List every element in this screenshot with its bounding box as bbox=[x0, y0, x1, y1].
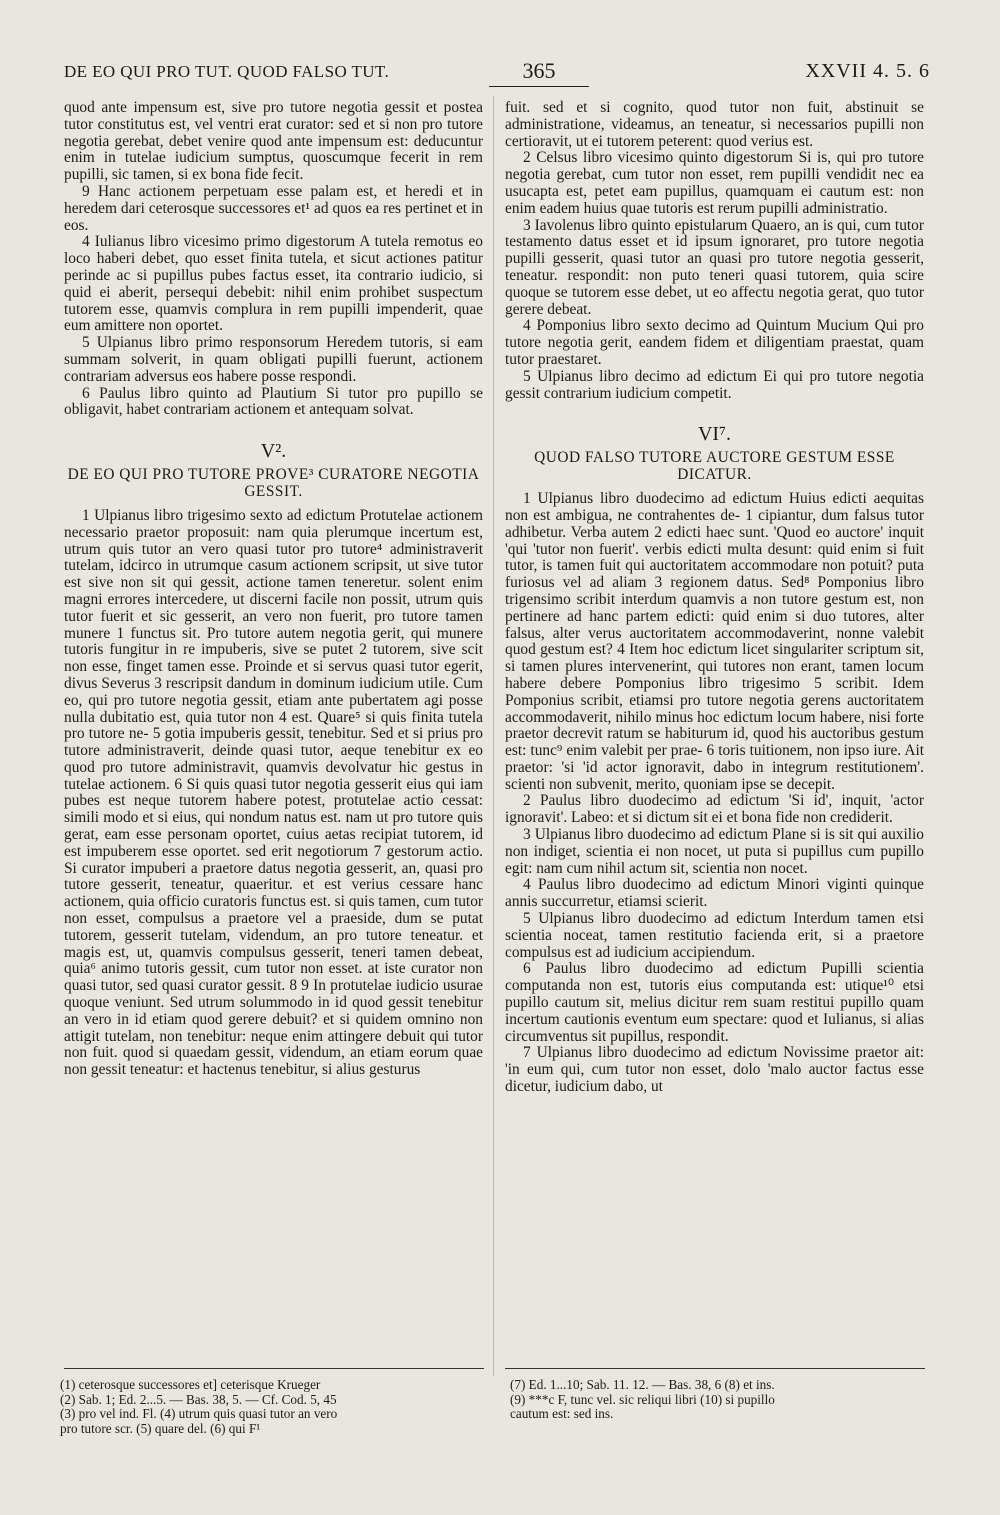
footnote: (9) ***c F, tunc vel. sic reliqui libri (10) si pupillo bbox=[510, 1391, 775, 1407]
right-paragraph: 5 Ulpianus libro duodecimo ad edictum Interdum tamen etsi scientia noceat, tamen restitutio facienda erit, si a praetore compulsus est ad iudicium accipiendum. bbox=[505, 910, 924, 961]
right-column bbox=[505, 100, 924, 1362]
left-paragraph: 1 Ulpianus libro trigesimo sexto ad edictum Protutelae actionem necessario praetor proposuit: nam quia plerumque incertum est, utrum quis tutor an vero quasi tutor pro tutore⁴ administraverit tutelam, idcirco in utrumque casum actionem scripsit, ut sive tutor est sive non sit qui gessit, actione tamen teneretur. solent enim magni errores intercedere, ut discerni facile non possit, utrum quis tutor fuerit et sic gesserit, an vero non fuerit, pro tutore tamen munere 1 functus sit. Pro tutore autem negotia gerit, qui munere tutoris fungitur in re impuberis, sive se putet 2 tutorem, sive scit non esse, finget tamen esse. Proinde et si servus quasi tutor egerit, divus Severus 3 rescripsit dandum in dominum iudicium utile. Cum eo, qui pro tutore negotia gessit, etiam ante pubertatem agi posse nulla dubitatio est, quia tutor non 4 est. Quare⁵ si quis finita tutela pro tutore ne- 5 gotia impuberis gessit, tenebitur. Sed et si prius pro tutore administraverit, deinde quasi tutor, aeque tenebitur ex eo quod pro tutore administravit, quamvis devolvatur hic gestus in tutelae actionem. 6 Si quis quasi tutor negotia gesserit eius qui iam pubes est neque tutorem habere potest, protutelae actio cessat: simili modo et si eius, qui nondum natus est. nam ut pro tutore quis gerat, eam esse personam oportet, cuius aetas recipiat tutorem, id est impuberem esse oportet. sed erit negotiorum 7 gestorum actio. Si curator impuberi a praetore datus negotia gesserit, an, quasi pro tutore gesserit, teneatur, quaeritur. et est verius cessare hanc actionem, quia officio curatoris functus est. si quis tamen, cum tutor non esset, compulsus a praetore vel a praeside, dum se putat tutorem, gesserit tutelam, videndum, an pro tutore teneatur. et magis est, ut, quamvis compulsus gesserit, teneri tamen debeat, quia⁶ animo tutoris gessit, cum tutor non esset. at iste curator non quasi tutor, sed quasi curator gessit. 8 9 In protutelae iudicio usurae quoque veniunt. Sed utrum solummodo in id quod gessit tenebitur an vero in id etiam quod gerere debuit? et si quidem omnino non attigit tutelam, non tenebitur: neque enim attingere debuit qui tutor non fuit. quod si quaedam gessit, videndum, an etiam eorum quae non gessit teneatur: et hactenus tenebitur, si alius gesturus bbox=[64, 506, 483, 1079]
footnote: (7) Ed. 1...10; Sab. 11. 12. — Bas. 38, 6 (8) et ins. bbox=[510, 1377, 775, 1392]
right-paragraph: 4 Paulus libro duodecimo ad edictum Minori viginti quinque annis succurretur, etiamsi scierit. bbox=[505, 876, 924, 911]
right-paragraph: 6 Paulus libro duodecimo ad edictum Pupilli scientia computanda non est, tutoris eius computanda est: utique¹⁰ etsi pupillo cautum sit, melius dicitur rem suam restitui pupillo quam incertum cautionis eventum eum spectare: quod et Iulianus, si alias circumventus sit pupillus, respondit. bbox=[505, 960, 924, 1045]
section-title: DE EO QUI PRO TUTORE PROVE³ CURATORE NEGOTIA GESSIT. bbox=[67, 465, 480, 500]
right-paragraph: fuit. sed et si cognito, quod tutor non fuit, abstinuit se administratione, videamus, an teneatur, si necessarios pupilli non certioravit, ut ei tutorem peterent: quod verius est. bbox=[505, 100, 924, 150]
right-paragraph: 3 Iavolenus libro quinto epistularum Quaero, an is qui, cum tutor testamento datus esset et id ipsum ignoraret, pro tutore negotia pupilli gesserit, quasi tutor an quasi pro tutore negotia gesserit, teneatur. respondit: non puto teneri quasi tutorem, quia scire quoque se tutorem esse debet, ut eo affectu negotia gerat, quo tutor gerere debeat. bbox=[505, 216, 924, 318]
right-paragraph: 2 Celsus libro vicesimo quinto digestorum Si is, qui pro tutore negotia gerebat, cum tutor non esset, rem pupilli vendidit nec ea usucapta est, petet eam pupillus, quamquam ei cautum est: non enim eadem huius quae tutoris est rerum pupilli administratio. bbox=[505, 149, 924, 217]
footnote: pro tutore scr. (5) quare del. (6) qui F¹ bbox=[60, 1420, 261, 1436]
left-paragraph: 5 Ulpianus libro primo responsorum Heredem tutoris, si eam summam solverit, in quam obligati pupilli fuerunt, actionem contrariam adversus eos habere posse respondi. bbox=[64, 334, 483, 385]
left-column bbox=[64, 100, 483, 1362]
footnote-rule-right bbox=[505, 1368, 925, 1369]
right-paragraph: 3 Ulpianus libro duodecimo ad edictum Plane si is sit qui auxilio non indiget, scientia ei non nocet, ut puta si pupillus cum pupillo egit: nam cum nihil actum sit, scientia non nocet. bbox=[505, 826, 924, 877]
footnote: (1) ceterosque successores et] ceterisque Krueger bbox=[60, 1377, 321, 1392]
running-header bbox=[64, 58, 930, 98]
section-title: QUOD FALSO TUTORE AUCTORE GESTUM ESSE DICATUR. bbox=[534, 449, 895, 484]
page-number: 365 bbox=[489, 58, 589, 87]
left-paragraph: quod ante impensum est, sive pro tutore negotia gessit et postea tutor constitutus est, vel ventri erat curator: sed et si non pro tutore negotia gerebat, debet venire quod ante impensum est: deducuntur enim in tutelae iudicium sumptus, quoscumque fecerit in rem pupilli, sic tamen, si ex bona fide fecit. bbox=[64, 100, 483, 184]
section-number: VI⁷. bbox=[697, 423, 732, 446]
left-paragraph: 6 Paulus libro quinto ad Plautium Si tutor pro pupillo se obligavit, habet contrariam actionem et antequam solvat. bbox=[64, 384, 483, 419]
footnotes-left bbox=[60, 1378, 480, 1436]
right-paragraph: 1 Ulpianus libro duodecimo ad edictum Huius edicti aequitas non est ambigua, ne contrahentes de- 1 cipiantur, dum falsus tutor adhibetur. Verba autem 2 edicti haec sunt. 'Quod eo auctore' inquit 'qui 'tutor non fuerit'. verbis edicti multa desunt: quid enim si fuit tutor, is tamen fuit qui auctoritatem accommodare non potuit? puta furiosus vel ad aliam 3 regionem datus. Sed⁸ Pomponius libro trigensimo scribit interdum quamvis a non tutore gestum est, non pertinere ad hanc partem edicti: quid enim si duo tutores, alter falsus, alter verus auctoritatem accommodaverint, nonne valebit quod gestum est? 4 Item hoc edictum licet singulariter scriptum sit, si tamen plures intervenerint, qui tutores non erant, tamen locum habere debere Pomponius libro trigesimo 5 scribit. Idem Pomponius scribit, etiamsi pro tutore negotia gerens auctoritatem accommodaverit, nihilo minus hoc edictum locum habere, nisi forte praetor decrevit ratum se habiturum id, quod his auctoribus gestum est: tunc⁹ enim valebit per prae- 6 toris tuitionem, non ipso iure. Ait praetor: 'si 'id actor ignoravit, dabo in integrum restitutionem'. scienti non subvenit, merito, quoniam ipse se decepit. bbox=[505, 490, 924, 793]
footnotes-right bbox=[510, 1378, 926, 1422]
left-paragraph: 9 Hanc actionem perpetuam esse palam est, et heredi et in heredem dari ceterosque successores et¹ ad quos ea res pertinet et in eos. bbox=[64, 182, 483, 234]
footnote-rule-left bbox=[64, 1368, 484, 1369]
right-paragraph: 4 Pomponius libro sexto decimo ad Quintum Mucium Qui pro tutore negotia gerit, eandem fidem et diligentiam praestat, quam tutor praestaret. bbox=[505, 317, 924, 368]
footnote: (2) Sab. 1; Ed. 2...5. — Bas. 38, 5. — Cf. Cod. 5, 45 bbox=[60, 1391, 337, 1407]
column-divider bbox=[493, 96, 494, 1376]
footnote: (3) pro vel ind. Fl. (4) utrum quis quasi tutor an vero bbox=[60, 1406, 338, 1422]
right-paragraph: 5 Ulpianus libro decimo ad edictum Ei qui pro tutore negotia gessit contrarium iudicium competit. bbox=[505, 367, 924, 402]
left-paragraph: 4 Iulianus libro vicesimo primo digestorum A tutela remotus eo loco haberi debet, quo esset finita tutela, et sicut actiones patitur perinde ac si pupillus pubes factus esset, ita contrario iudicio, si quid ei aberit, persequi debebit: nihil enim prohibet suspectum tutorem esse, quamvis complura in rem pupilli impenderit, quae eum amittere non oportet. bbox=[64, 233, 483, 335]
footnote: cautum est: sed ins. bbox=[510, 1406, 614, 1422]
header-left-title: DE EO QUI PRO TUT. QUOD FALSO TUT. bbox=[64, 62, 390, 81]
section-number: V². bbox=[260, 440, 287, 463]
right-paragraph: 2 Paulus libro duodecimo ad edictum 'Si id', inquit, 'actor ignoravit'. Labeo: et si dictum sit ei et bona fide non crediderit. bbox=[505, 792, 924, 827]
header-right-reference: XXVII 4. 5. 6 bbox=[805, 60, 930, 82]
right-paragraph: 7 Ulpianus libro duodecimo ad edictum Novissime praetor ait: 'in eum qui, cum tutor non esset, dolo 'malo auctor factus esse dicetur, iudicium dabo, ut bbox=[505, 1044, 924, 1096]
